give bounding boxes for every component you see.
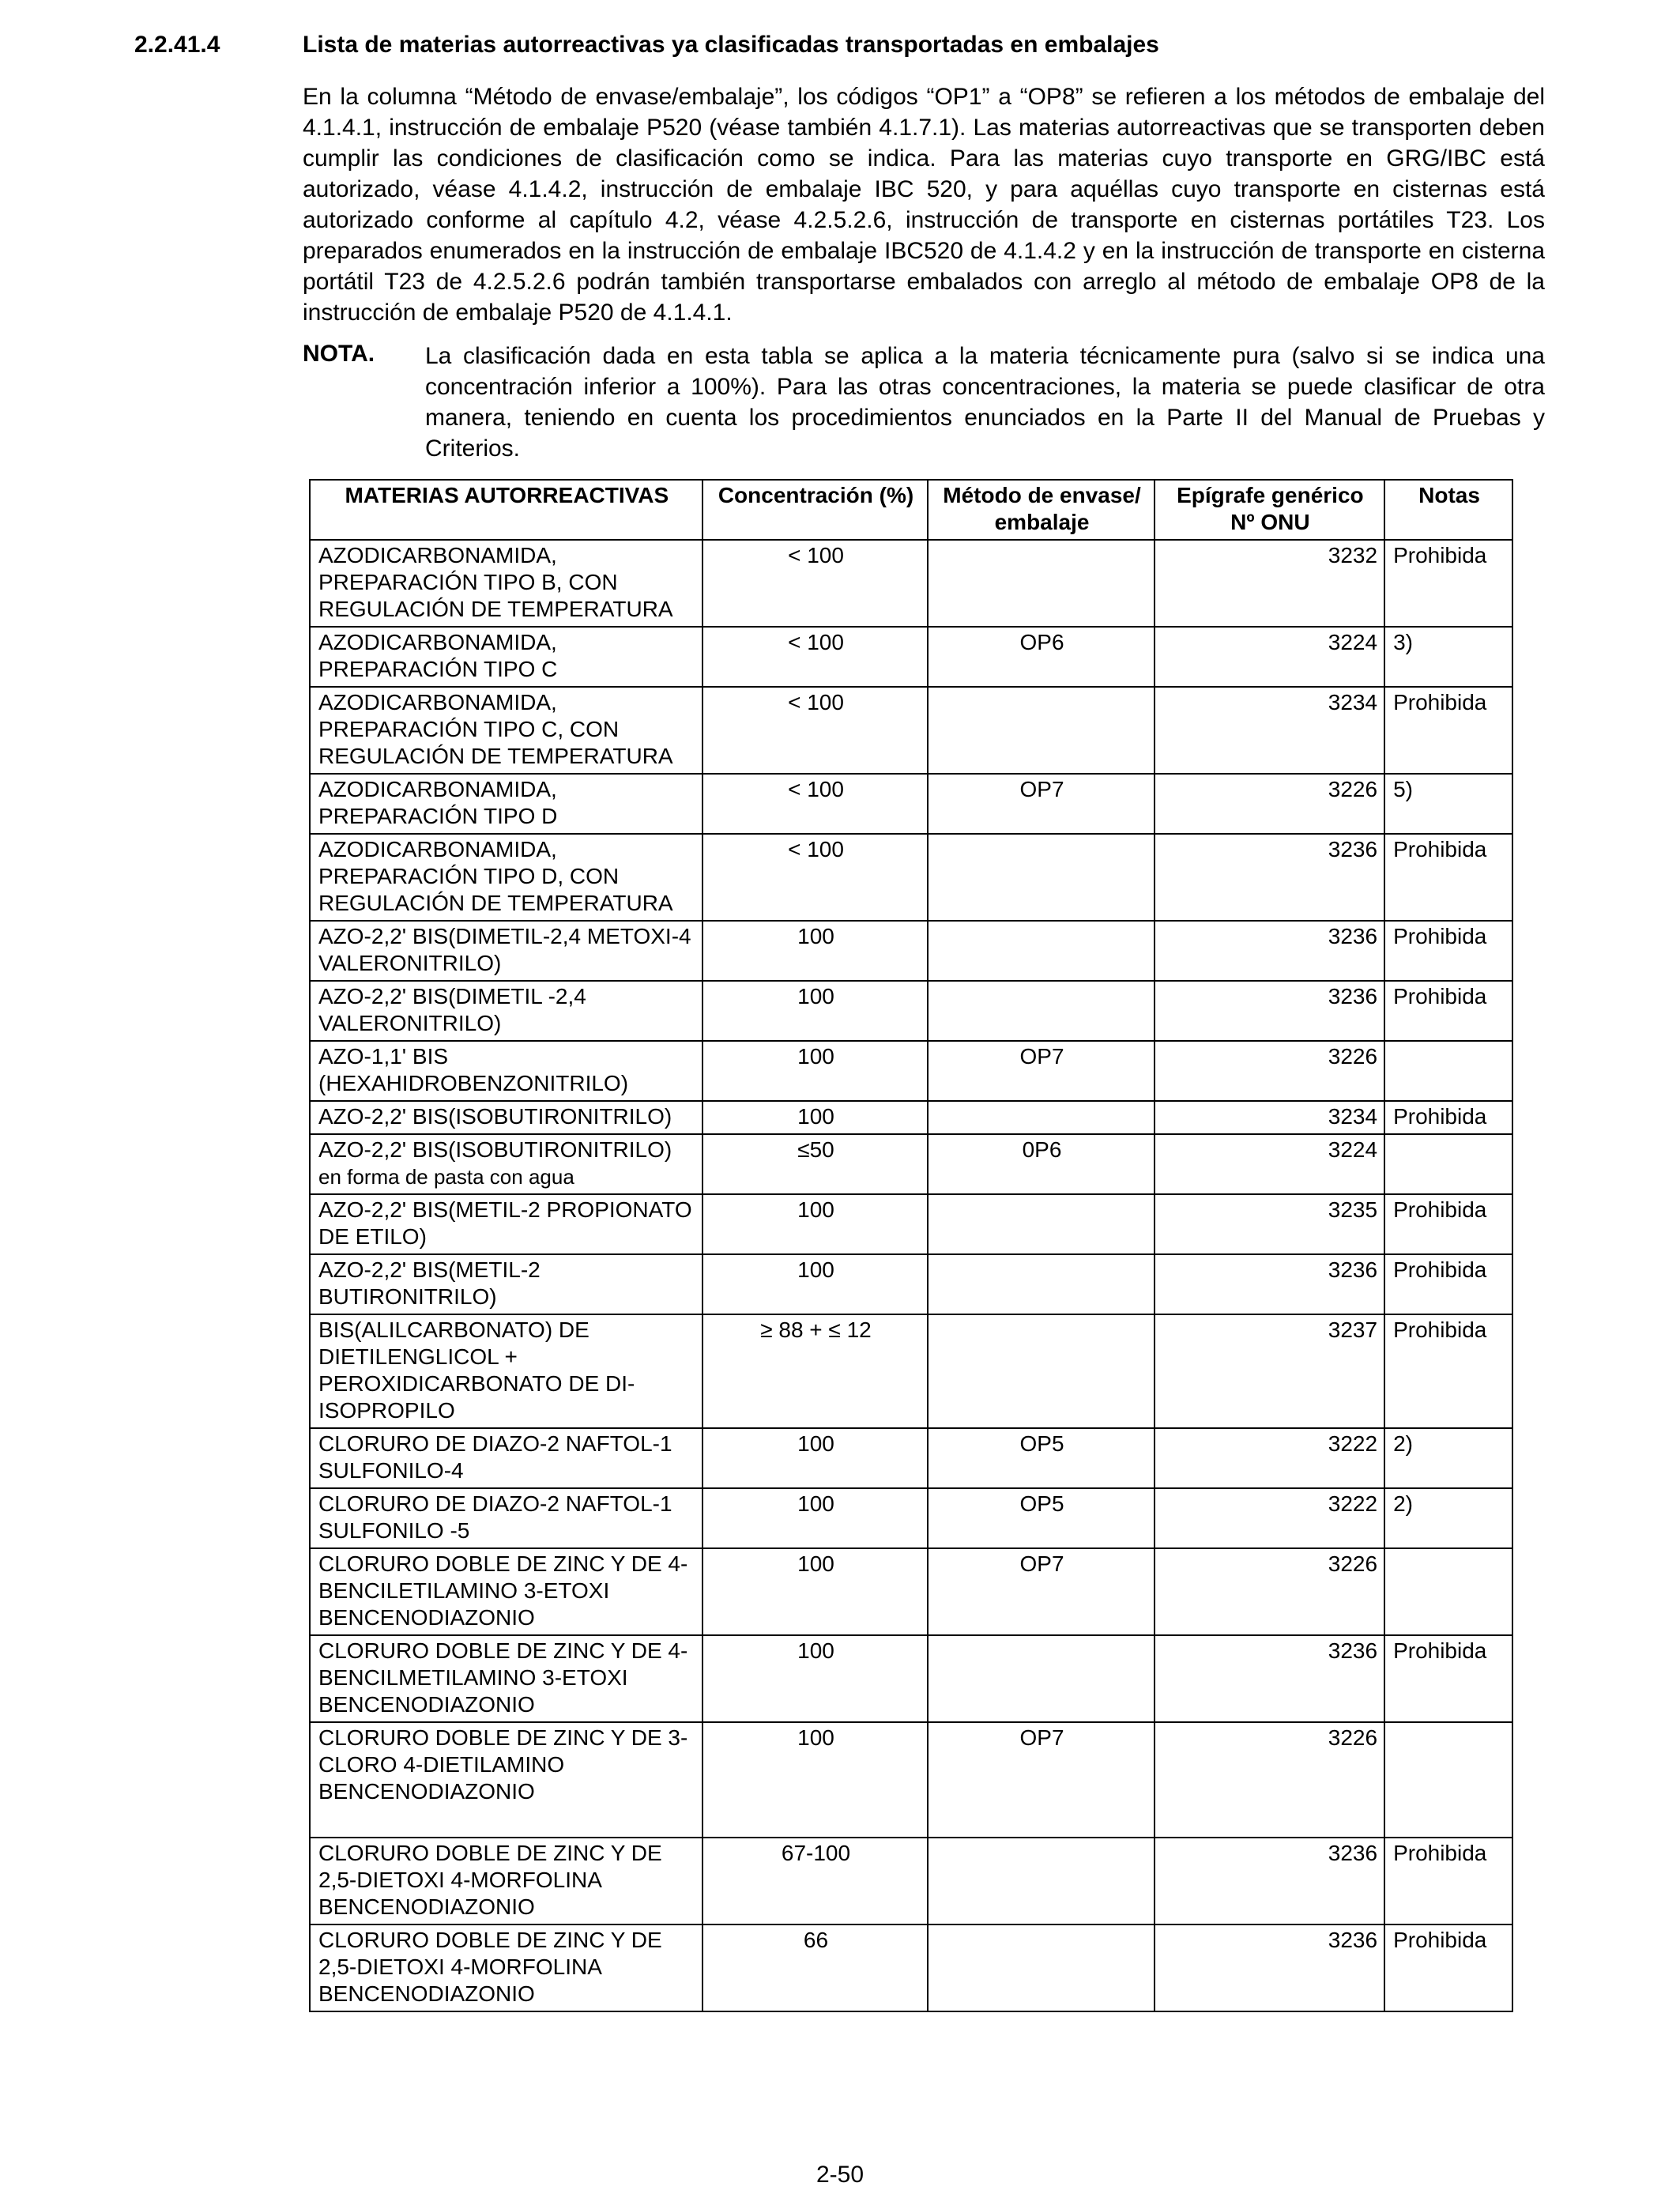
- cell-notas: Prohibida: [1384, 1838, 1512, 1924]
- cell-notas: [1384, 1722, 1512, 1838]
- cell-notas: Prohibida: [1384, 981, 1512, 1041]
- cell-metodo: OP5: [928, 1428, 1154, 1488]
- cell-concentracion: ≤50: [703, 1134, 929, 1194]
- table-row: [310, 1548, 1512, 1635]
- cell-metodo: OP7: [928, 1722, 1154, 1838]
- table-row: [310, 981, 1512, 1041]
- cell-materia: [310, 1548, 703, 1635]
- cell-onu: 3236: [1155, 1838, 1384, 1924]
- cell-concentracion: 100: [703, 1488, 929, 1548]
- table-row: [310, 834, 1512, 921]
- cell-onu: 3236: [1155, 1254, 1384, 1314]
- cell-notas: Prohibida: [1384, 921, 1512, 981]
- table-row: [310, 1194, 1512, 1254]
- cell-notas: [1384, 1041, 1512, 1101]
- cell-materia: [310, 1838, 703, 1924]
- table-row: [310, 1134, 1512, 1194]
- cell-concentracion: 100: [703, 1548, 929, 1635]
- cell-materia: [310, 1254, 703, 1314]
- cell-concentracion: 100: [703, 1722, 929, 1838]
- cell-onu: 3236: [1155, 1924, 1384, 2011]
- cell-concentracion: 100: [703, 1194, 929, 1254]
- table-row: [310, 774, 1512, 834]
- cell-notas: [1384, 1548, 1512, 1635]
- cell-notas: Prohibida: [1384, 1924, 1512, 2011]
- cell-metodo: 0P6: [928, 1134, 1154, 1194]
- table-row: [310, 687, 1512, 774]
- cell-concentracion: < 100: [703, 774, 929, 834]
- cell-onu: 3226: [1155, 1041, 1384, 1101]
- cell-notas: 5): [1384, 774, 1512, 834]
- cell-notas: Prohibida: [1384, 687, 1512, 774]
- materia-name: AZODICARBONAMIDA, PREPARACIÓN TIPO C, CON REGULACIÓN DE TEMPERATURA: [318, 690, 673, 768]
- header-materias: MATERIAS AUTORREACTIVAS: [310, 480, 703, 540]
- materia-name: AZO-2,2' BIS(ISOBUTIRONITRILO): [318, 1137, 672, 1162]
- cell-materia: [310, 1194, 703, 1254]
- nota-label: NOTA.: [303, 341, 375, 367]
- section-number: 2.2.41.4: [134, 32, 220, 58]
- cell-concentracion: 66: [703, 1924, 929, 2011]
- cell-notas: [1384, 1134, 1512, 1194]
- table-row: [310, 1635, 1512, 1722]
- cell-concentracion: 100: [703, 921, 929, 981]
- materia-name: AZODICARBONAMIDA, PREPARACIÓN TIPO D: [318, 777, 558, 828]
- cell-materia: [310, 687, 703, 774]
- materia-name: AZO-2,2' BIS(DIMETIL-2,4 METOXI-4 VALERONITRILO): [318, 924, 691, 975]
- cell-materia: [310, 1314, 703, 1428]
- cell-materia: [310, 1924, 703, 2011]
- cell-concentracion: 100: [703, 1041, 929, 1101]
- table-row: [310, 1722, 1512, 1838]
- cell-onu: 3234: [1155, 687, 1384, 774]
- cell-onu: 3226: [1155, 774, 1384, 834]
- cell-materia: [310, 1041, 703, 1101]
- cell-notas: Prohibida: [1384, 1635, 1512, 1722]
- materia-name: CLORURO DOBLE DE ZINC Y DE 4-BENCILETILAMINO 3-ETOXI BENCENODIAZONIO: [318, 1551, 688, 1630]
- cell-metodo: [928, 1101, 1154, 1134]
- cell-materia: [310, 1101, 703, 1134]
- intro-paragraph: En la columna “Método de envase/embalaje”, los códigos “OP1” a “OP8” se refieren a los métodos de embalaje del 4.1.4.1, instrucción de embalaje P520 (véase también 4.1.7.1). Las materias autorreactivas que se transporten deben cumplir las condiciones de clasificación como se indica. Para las materias cuyo transporte en GRG/IBC está autorizado, véase 4.1.4.2, instrucción de embalaje IBC 520, y para aquéllas cuyo transporte en cisternas está autorizado conforme al capítulo 4.2, véase 4.2.5.2.6, instrucción de transporte en cisternas portátiles T23. Los preparados enumerados en la instrucción de embalaje IBC520 de 4.1.4.2 y en la instrucción de transporte en cisterna portátil T23 de 4.2.5.2.6 podrán también transportarse embalados con arreglo al método de embalaje OP8 de la instrucción de embalaje P520 de 4.1.4.1.: [303, 84, 1545, 326]
- cell-materia: [310, 981, 703, 1041]
- cell-metodo: [928, 921, 1154, 981]
- cell-onu: 3236: [1155, 834, 1384, 921]
- table-row: [310, 1838, 1512, 1924]
- materia-name: CLORURO DOBLE DE ZINC Y DE 3-CLORO 4-DIETILAMINO BENCENODIAZONIO: [318, 1725, 688, 1804]
- cell-notas: Prohibida: [1384, 540, 1512, 627]
- cell-onu: 3224: [1155, 1134, 1384, 1194]
- cell-metodo: OP7: [928, 774, 1154, 834]
- cell-onu: 3236: [1155, 921, 1384, 981]
- cell-materia: [310, 1488, 703, 1548]
- cell-metodo: [928, 834, 1154, 921]
- cell-materia: [310, 1428, 703, 1488]
- cell-concentracion: < 100: [703, 627, 929, 687]
- table-row: [310, 921, 1512, 981]
- cell-metodo: [928, 1838, 1154, 1924]
- cell-metodo: OP7: [928, 1548, 1154, 1635]
- cell-concentracion: 100: [703, 1428, 929, 1488]
- cell-onu: 3234: [1155, 1101, 1384, 1134]
- table-row: [310, 1101, 1512, 1134]
- cell-metodo: OP6: [928, 627, 1154, 687]
- table-header-row: [310, 480, 1512, 540]
- header-notas: Notas: [1384, 480, 1512, 540]
- materia-name: CLORURO DOBLE DE ZINC Y DE 2,5-DIETOXI 4-MORFOLINA BENCENODIAZONIO: [318, 1841, 662, 1919]
- materias-table: [309, 479, 1513, 2012]
- cell-notas: 2): [1384, 1428, 1512, 1488]
- table-row: [310, 1254, 1512, 1314]
- cell-materia: [310, 834, 703, 921]
- cell-materia: [310, 774, 703, 834]
- materia-name: CLORURO DE DIAZO-2 NAFTOL-1 SULFONILO-4: [318, 1431, 672, 1483]
- cell-concentracion: < 100: [703, 540, 929, 627]
- cell-materia: [310, 540, 703, 627]
- table-body: [310, 540, 1512, 2011]
- cell-onu: 3232: [1155, 540, 1384, 627]
- cell-metodo: [928, 1924, 1154, 2011]
- cell-notas: Prohibida: [1384, 1194, 1512, 1254]
- cell-metodo: [928, 1314, 1154, 1428]
- cell-metodo: [928, 1254, 1154, 1314]
- materia-name: AZO-2,2' BIS(DIMETIL -2,4 VALERONITRILO): [318, 984, 586, 1035]
- page-number: 2-50: [816, 2162, 864, 2188]
- table-row: [310, 1314, 1512, 1428]
- materia-name: AZO-2,2' BIS(ISOBUTIRONITRILO): [318, 1104, 672, 1129]
- cell-notas: Prohibida: [1384, 1314, 1512, 1428]
- cell-onu: 3237: [1155, 1314, 1384, 1428]
- cell-concentracion: 100: [703, 1635, 929, 1722]
- cell-concentracion: 100: [703, 981, 929, 1041]
- cell-metodo: [928, 1635, 1154, 1722]
- materia-name: AZO-1,1' BIS (HEXAHIDROBENZONITRILO): [318, 1044, 629, 1095]
- materia-name: AZO-2,2' BIS(METIL-2 BUTIRONITRILO): [318, 1257, 541, 1309]
- header-concentracion: Concentración (%): [703, 480, 929, 540]
- cell-notas: Prohibida: [1384, 1254, 1512, 1314]
- materia-name: CLORURO DOBLE DE ZINC Y DE 4-BENCILMETILAMINO 3-ETOXI BENCENODIAZONIO: [318, 1638, 688, 1717]
- cell-onu: 3222: [1155, 1428, 1384, 1488]
- cell-metodo: [928, 687, 1154, 774]
- materia-name-extra: en forma de pasta con agua: [318, 1165, 574, 1189]
- cell-notas: Prohibida: [1384, 1101, 1512, 1134]
- table-row: [310, 1488, 1512, 1548]
- cell-onu: 3226: [1155, 1722, 1384, 1838]
- materia-name: CLORURO DOBLE DE ZINC Y DE 2,5-DIETOXI 4-MORFOLINA BENCENODIAZONIO: [318, 1928, 662, 2006]
- table-row: [310, 627, 1512, 687]
- nota-text: La clasificación dada en esta tabla se aplica a la materia técnicamente pura (salvo si se indica una concentración inferior a 100%). Para las otras concentraciones, la materia se puede clasificar de otra manera, teniendo en cuenta los procedimientos enunciados en la Parte II del Manual de Pruebas y Criterios.: [425, 343, 1545, 462]
- cell-materia: [310, 921, 703, 981]
- cell-onu: 3224: [1155, 627, 1384, 687]
- cell-metodo: [928, 540, 1154, 627]
- cell-concentracion: 67-100: [703, 1838, 929, 1924]
- section-title: Lista de materias autorreactivas ya clasificadas transportadas en embalajes: [303, 32, 1159, 58]
- table-row: [310, 1428, 1512, 1488]
- materia-name: CLORURO DE DIAZO-2 NAFTOL-1 SULFONILO -5: [318, 1491, 672, 1543]
- materia-name: AZODICARBONAMIDA, PREPARACIÓN TIPO B, CON REGULACIÓN DE TEMPERATURA: [318, 543, 673, 621]
- materia-name: AZO-2,2' BIS(METIL-2 PROPIONATO DE ETILO): [318, 1197, 692, 1249]
- cell-metodo: [928, 1194, 1154, 1254]
- cell-materia: [310, 1635, 703, 1722]
- cell-materia: [310, 627, 703, 687]
- cell-onu: 3222: [1155, 1488, 1384, 1548]
- table-row: [310, 1041, 1512, 1101]
- cell-onu: 3236: [1155, 1635, 1384, 1722]
- cell-onu: 3226: [1155, 1548, 1384, 1635]
- table-row: [310, 540, 1512, 627]
- cell-notas: 3): [1384, 627, 1512, 687]
- header-epigrafe: Epígrafe genérico Nº ONU: [1155, 480, 1384, 540]
- cell-onu: 3236: [1155, 981, 1384, 1041]
- cell-concentracion: 100: [703, 1101, 929, 1134]
- cell-notas: Prohibida: [1384, 834, 1512, 921]
- table-row: [310, 1924, 1512, 2011]
- cell-notas: 2): [1384, 1488, 1512, 1548]
- cell-metodo: [928, 981, 1154, 1041]
- cell-concentracion: < 100: [703, 687, 929, 774]
- cell-materia: [310, 1722, 703, 1838]
- header-metodo: Método de envase/ embalaje: [928, 480, 1154, 540]
- cell-concentracion: < 100: [703, 834, 929, 921]
- cell-metodo: OP5: [928, 1488, 1154, 1548]
- cell-onu: 3235: [1155, 1194, 1384, 1254]
- cell-materia: [310, 1134, 703, 1194]
- cell-concentracion: 100: [703, 1254, 929, 1314]
- materia-name: AZODICARBONAMIDA, PREPARACIÓN TIPO D, CON REGULACIÓN DE TEMPERATURA: [318, 837, 673, 915]
- materia-name: BIS(ALILCARBONATO) DE DIETILENGLICOL + PEROXIDICARBONATO DE DI-ISOPROPILO: [318, 1318, 635, 1423]
- cell-concentracion: ≥ 88 + ≤ 12: [703, 1314, 929, 1428]
- cell-metodo: OP7: [928, 1041, 1154, 1101]
- materia-name: AZODICARBONAMIDA, PREPARACIÓN TIPO C: [318, 630, 558, 681]
